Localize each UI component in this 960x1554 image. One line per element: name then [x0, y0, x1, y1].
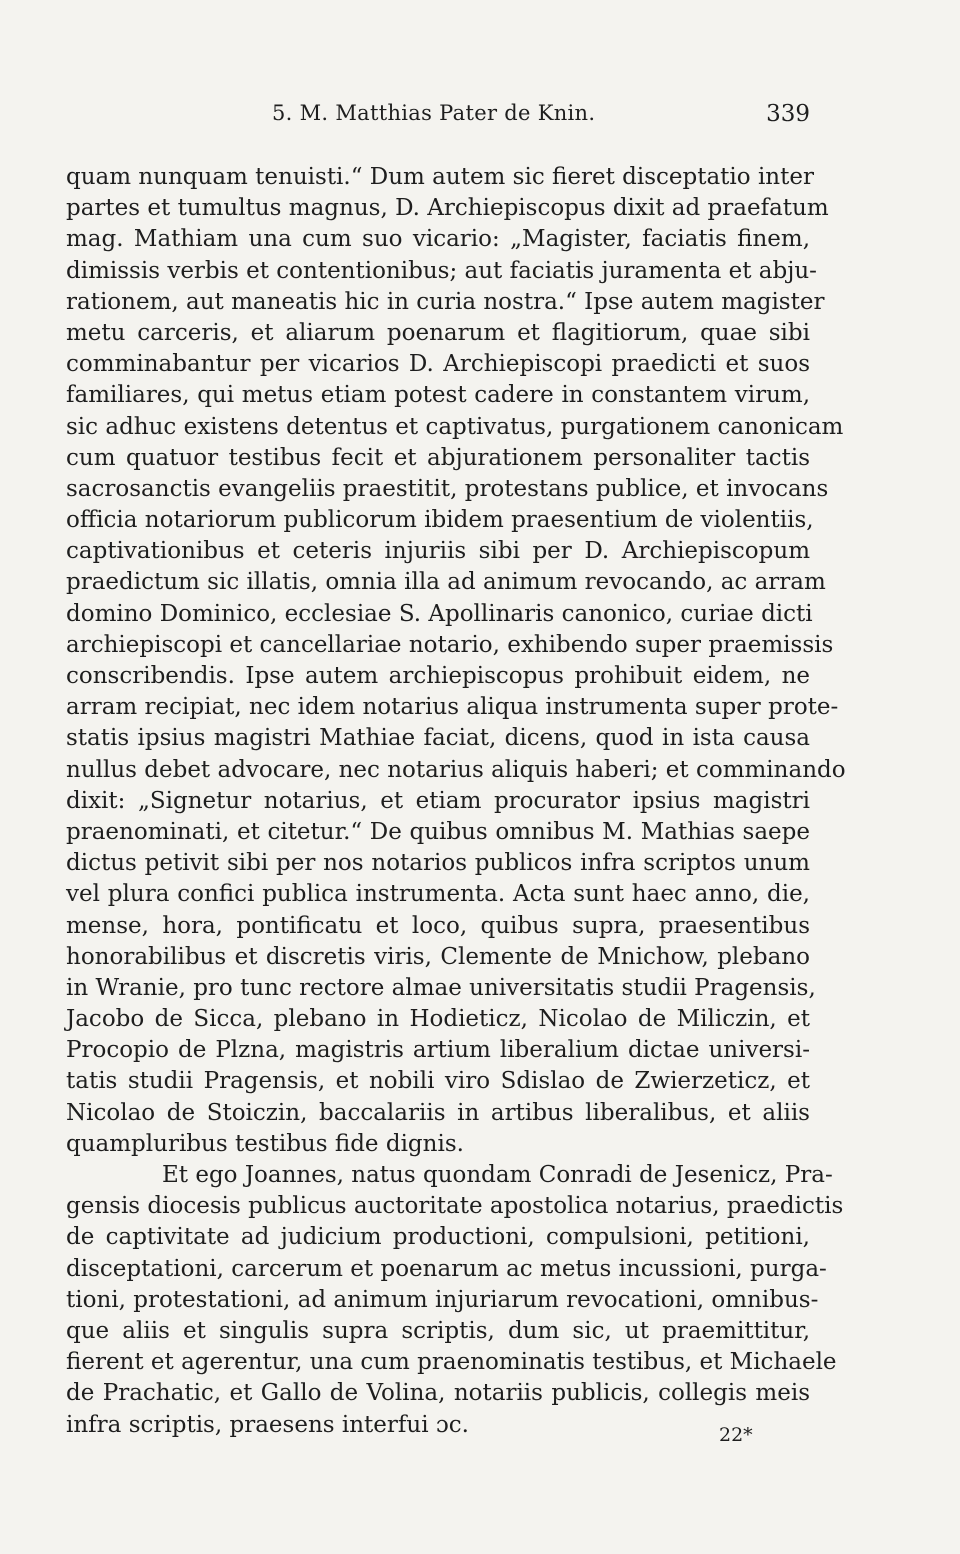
- running-title: 5. M. Matthias Pater de Knin.: [272, 101, 596, 125]
- text-line: dimissis verbis et contentionibus; aut faciatis juramenta et abju-: [66, 257, 817, 284]
- text-line: statis ipsius magistri Mathiae faciat, dicens, quod in ista causa: [66, 725, 810, 752]
- text-line: domino Dominico, ecclesiae S. Apollinaris canonico, curiae dicti: [66, 600, 813, 627]
- text-line: dixit: „Signetur notarius, et etiam procurator ipsius magistri: [66, 787, 810, 814]
- text-line: sic adhuc existens detentus et captivatus, purgationem canonicam: [66, 413, 844, 440]
- paragraph-notary-attestation: [66, 1160, 844, 1441]
- paragraph-deposition: [66, 162, 846, 1160]
- text-line: fierent et agerentur, una cum praenominatis testibus, et Michaele: [66, 1349, 837, 1376]
- text-line: comminabantur per vicarios D. Archiepiscopi praedicti et suos: [66, 351, 810, 378]
- text-line: disceptationi, carcerum et poenarum ac metus incussioni, purga-: [66, 1255, 827, 1282]
- text-line: Nicolao de Stoiczin, baccalariis in artibus liberalibus, et aliis: [66, 1099, 810, 1126]
- text-line: praenominati, et citetur.“ De quibus omnibus M. Mathias saepe: [66, 818, 810, 845]
- text-line: sacrosanctis evangeliis praestitit, protestans publice, et invocans: [66, 475, 829, 502]
- text-line: mag. Mathiam una cum suo vicario: „Magister, faciatis finem,: [66, 226, 810, 253]
- text-line: mense, hora, pontificatu et loco, quibus supra, praesentibus: [66, 912, 810, 939]
- page-number: 339: [766, 101, 810, 127]
- text-line: officia notariorum publicorum ibidem praesentium de violentiis,: [66, 507, 814, 534]
- text-line: rationem, aut maneatis hic in curia nostra.“ Ipse autem magister: [66, 288, 825, 315]
- text-line: arram recipiat, nec idem notarius aliqua instrumenta super prote-: [66, 694, 839, 721]
- text-line: infra scriptis, praesens interfui ɔc.: [66, 1411, 469, 1438]
- text-line: quam nunquam tenuisti.“ Dum autem sic fieret disceptatio inter: [66, 164, 814, 190]
- text-line: Procopio de Plzna, magistris artium liberalium dictae universi-: [66, 1037, 810, 1064]
- text-line: vel plura confici publica instrumenta. Acta sunt haec anno, die,: [66, 881, 810, 908]
- text-line: dictus petivit sibi per nos notarios publicos infra scriptos unum: [66, 850, 810, 877]
- text-line: conscribendis. Ipse autem archiepiscopus prohibuit eidem, ne: [66, 663, 810, 689]
- text-line: in Wranie, pro tunc rectore almae universitatis studii Pragensis,: [66, 974, 816, 1001]
- text-line: partes et tumultus magnus, D. Archiepiscopus dixit ad praefatum: [66, 195, 829, 222]
- text-line: metu carceris, et aliarum poenarum et flagitiorum, quae sibi: [66, 319, 810, 346]
- text-line: captivationibus et ceteris injuriis sibi per D. Archiepiscopum: [66, 538, 810, 565]
- body-text: [66, 162, 846, 1441]
- text-line: Jacobo de Sicca, plebano in Hodieticz, Nicolao de Miliczin, et: [66, 1006, 810, 1033]
- text-line: de Prachatic, et Gallo de Volina, notariis publicis, collegis meis: [66, 1380, 810, 1407]
- page-header: [272, 101, 810, 131]
- signature-mark: 22*: [719, 1424, 753, 1446]
- text-line: que aliis et singulis supra scriptis, dum sic, ut praemittitur,: [66, 1317, 810, 1344]
- text-line: de captivitate ad judicium productioni, compulsioni, petitioni,: [66, 1224, 810, 1251]
- text-line: honorabilibus et discretis viris, Clemente de Mnichow, plebano: [66, 943, 810, 970]
- text-line: archiepiscopi et cancellariae notario, exhibendo super praemissis: [66, 631, 834, 658]
- text-line: tioni, protestationi, ad animum injuriarum revocationi, omnibus-: [66, 1286, 819, 1313]
- text-line: tatis studii Pragensis, et nobili viro Sdislao de Zwierzeticz, et: [66, 1068, 810, 1095]
- text-line: gensis diocesis publicus auctoritate apostolica notarius, praedictis: [66, 1193, 844, 1220]
- text-line: familiares, qui metus etiam potest cadere in constantem virum,: [66, 382, 810, 409]
- text-line: nullus debet advocare, nec notarius aliquis haberi; et comminando: [66, 756, 846, 783]
- text-line: Et ego Joannes, natus quondam Conradi de Jesenicz, Pra-: [162, 1162, 833, 1188]
- text-line: quampluribus testibus fide dignis.: [66, 1130, 464, 1157]
- text-line: praedictum sic illatis, omnia illa ad animum revocando, ac arram: [66, 569, 826, 596]
- text-line: cum quatuor testibus fecit et abjurationem personaliter tactis: [66, 444, 810, 471]
